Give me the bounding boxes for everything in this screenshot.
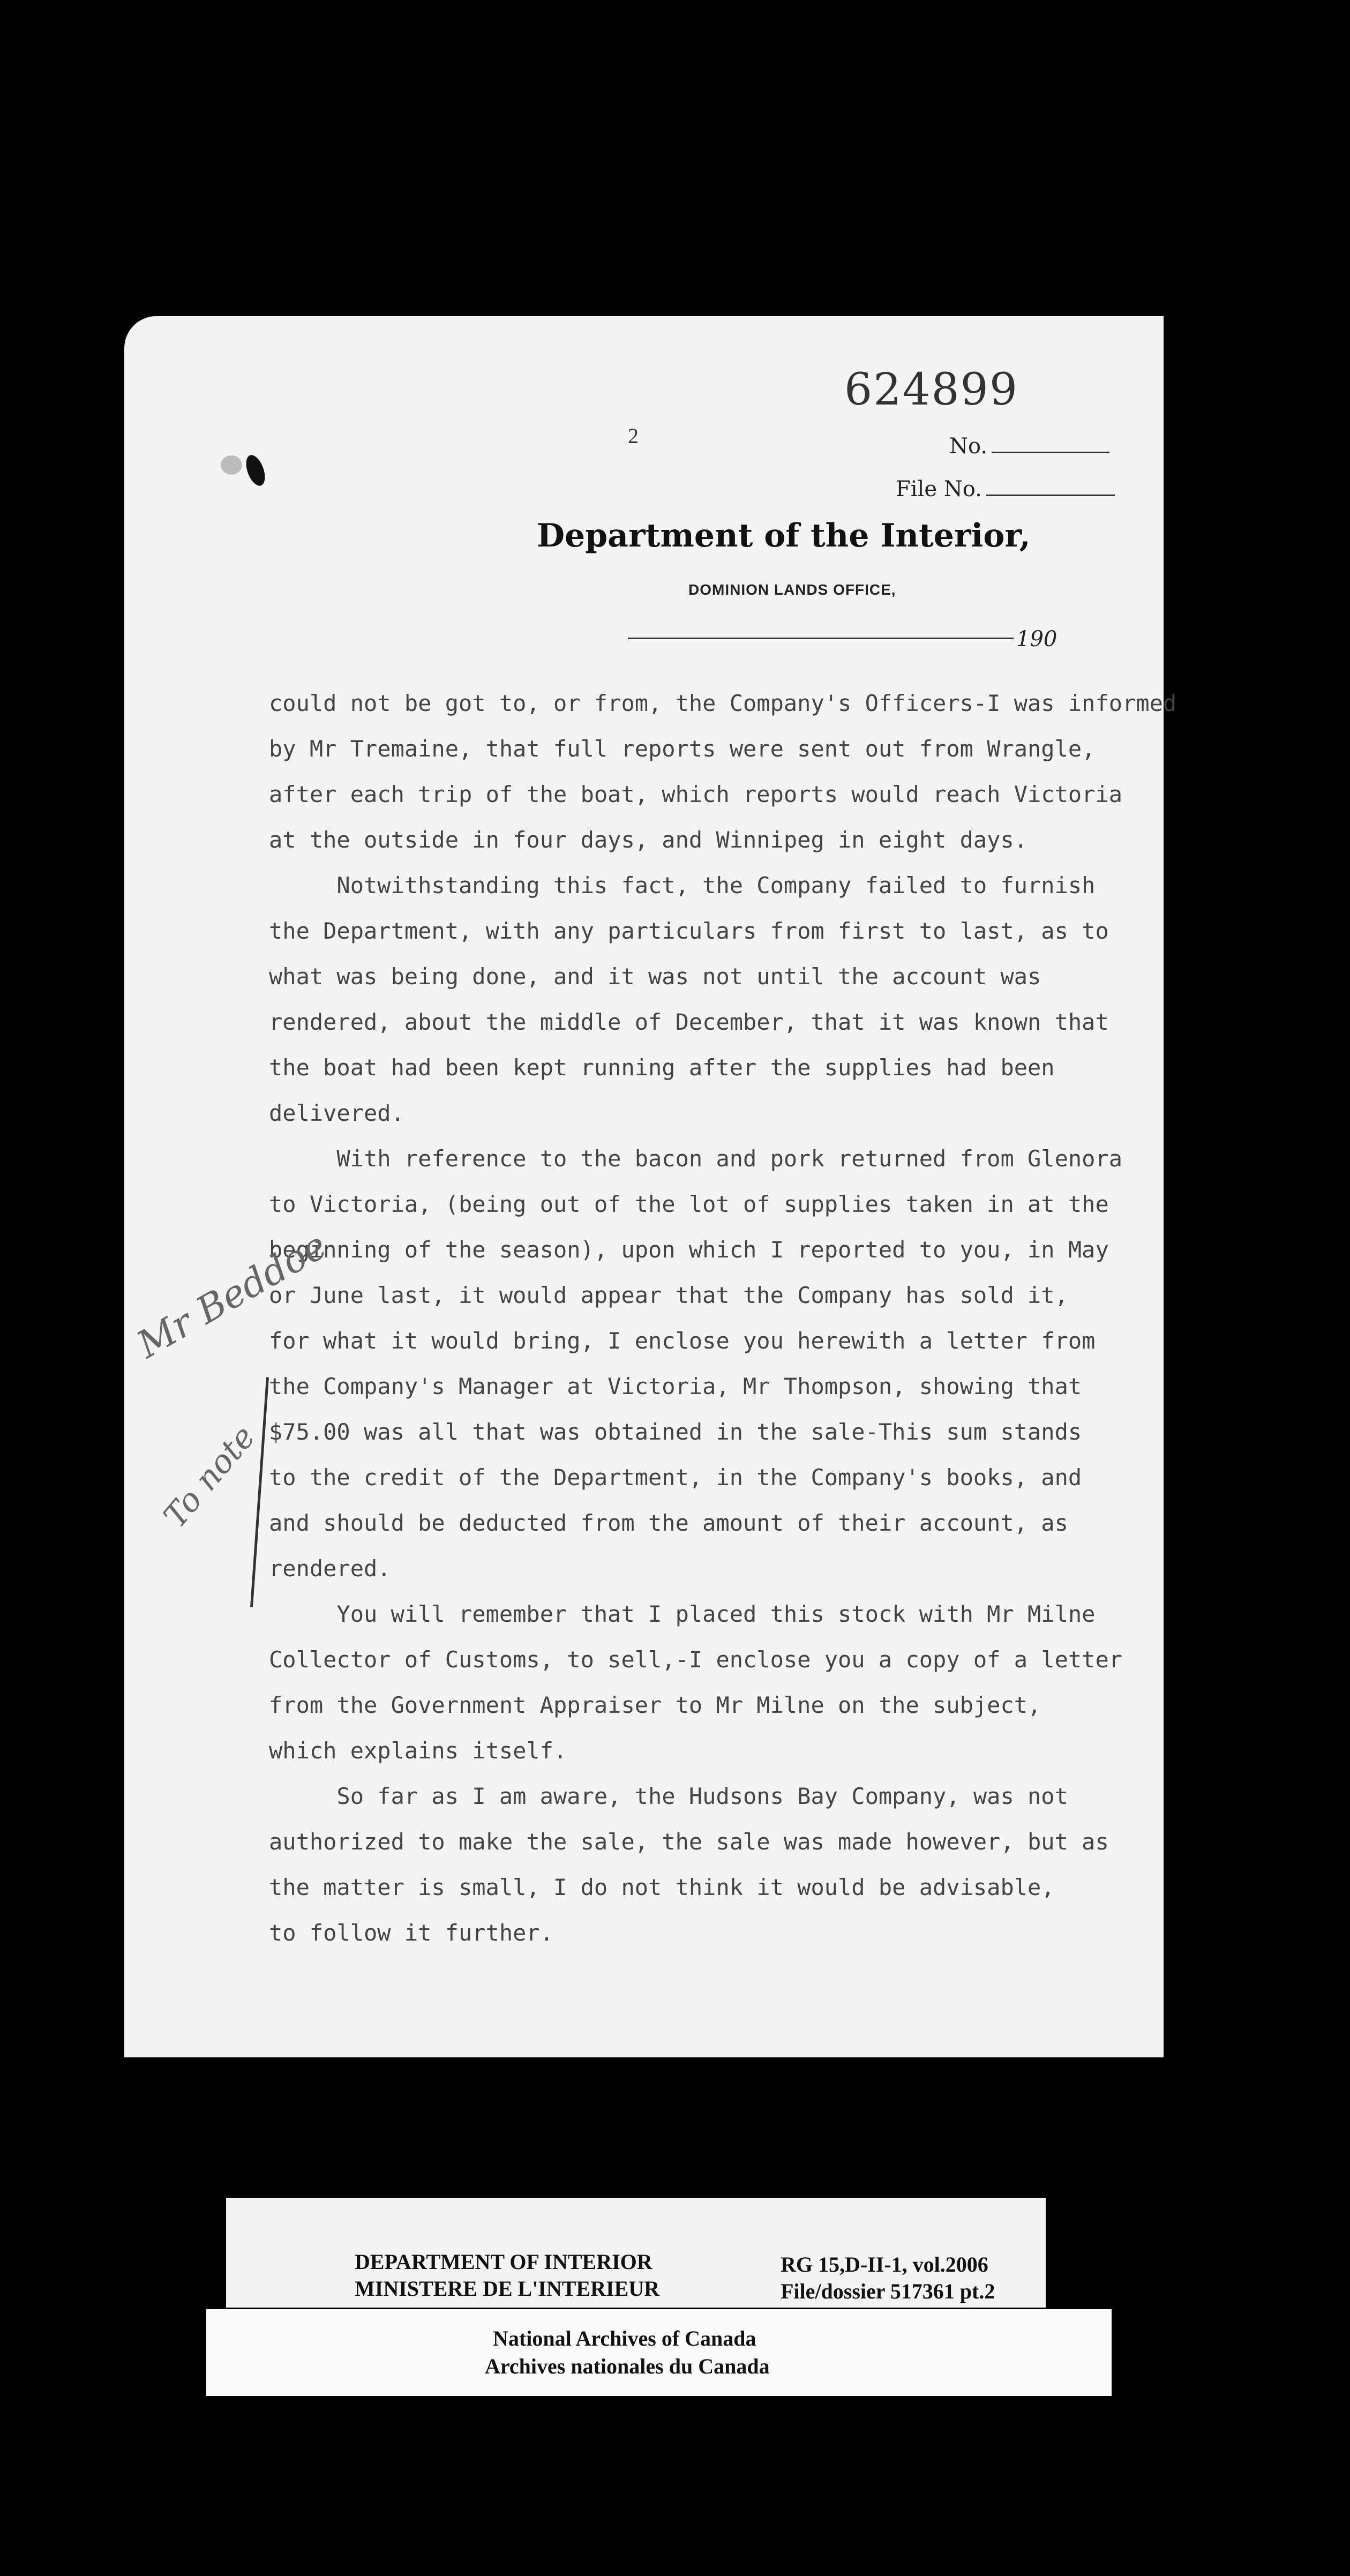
margin-note-handwritten-2: To note (156, 1418, 263, 1535)
body-line: after each trip of the boat, which reports would reach Victoria (269, 781, 1123, 807)
body-line: for what it would bring, I enclose you herewith a letter from (269, 1328, 1096, 1354)
body-line: the Company's Manager at Victoria, Mr Thompson, showing that (269, 1373, 1082, 1399)
no-label: No. (949, 434, 988, 459)
body-line: With reference to the bacon and pork returned from Glenora (269, 1145, 1123, 1172)
body-line: the matter is small, I do not think it would be advisable, (269, 1874, 1055, 1900)
body-line: by Mr Tremaine, that full reports were sent out from Wrangle, (269, 736, 1096, 762)
archive-reference-label (226, 2198, 1046, 2308)
body-line: to Victoria, (being out of the lot of supplies taken in at the (269, 1191, 1109, 1217)
body-line: from the Government Appraiser to Mr Milne on the subject, (269, 1692, 1041, 1718)
dept-fr: MINISTERE DE L'INTERIEUR (355, 2277, 660, 2301)
body-line: rendered. (269, 1555, 391, 1582)
ink-smudge (221, 455, 242, 475)
letterhead-title: Department of the Interior, (537, 517, 1031, 555)
record-group-reference: RG 15,D-II-1, vol.2006 (781, 2252, 988, 2277)
body-line: what was being done, and it was not until the account was (269, 963, 1041, 990)
body-line: $75.00 was all that was obtained in the sale-This sum stands (269, 1419, 1082, 1445)
body-line: or June last, it would appear that the Company has sold it, (269, 1282, 1068, 1308)
stamp-number: 624899 (844, 364, 1019, 415)
year-suffix: 190 (1016, 627, 1058, 652)
body-line: So far as I am aware, the Hudsons Bay Company, was not (269, 1783, 1068, 1809)
body-line: and should be deducted from the amount of their account, as (269, 1510, 1068, 1536)
body-line: could not be got to, or from, the Company's Officers-I was informed (269, 690, 1177, 716)
file-no-field (896, 477, 1115, 501)
archives-name-label (206, 2309, 1112, 2396)
body-line: rendered, about the middle of December, that it was known that (269, 1009, 1109, 1035)
body-line: You will remember that I placed this stock with Mr Milne (269, 1601, 1096, 1627)
dept-en: DEPARTMENT OF INTERIOR (355, 2250, 652, 2274)
body-line: at the outside in four days, and Winnipeg in eight days. (269, 827, 1028, 853)
body-line: to follow it further. (269, 1920, 554, 1946)
margin-note-handwritten: Mr Beddoe (130, 1223, 334, 1367)
letter-body (269, 680, 1177, 1956)
archives-fr: Archives nationales du Canada (485, 2354, 770, 2378)
body-line: which explains itself. (269, 1738, 567, 1764)
body-line: Collector of Customs, to sell,-I enclose you a copy of a letter (269, 1646, 1123, 1673)
body-line: delivered. (269, 1100, 404, 1126)
margin-bracket-line (250, 1377, 269, 1607)
body-line: to the credit of the Department, in the Company's books, and (269, 1464, 1082, 1491)
body-line: the Department, with any particulars from first to last, as to (269, 918, 1109, 944)
date-line (628, 638, 1014, 639)
punch-hole-mark (243, 453, 269, 489)
office-name: DOMINION LANDS OFFICE, (688, 581, 896, 598)
archives-en: National Archives of Canada (493, 2326, 756, 2350)
body-line: Notwithstanding this fact, the Company failed to furnish (269, 872, 1096, 898)
file-no-label: File No. (896, 477, 982, 501)
page-number: 2 (628, 424, 639, 448)
body-line: the boat had been kept running after the supplies had been (269, 1054, 1055, 1081)
document-page (124, 316, 1177, 2057)
body-line: beginning of the season), upon which I reported to you, in May (269, 1237, 1109, 1263)
no-field (949, 434, 1109, 459)
file-reference: File/dossier 517361 pt.2 (781, 2279, 995, 2303)
body-line: authorized to make the sale, the sale was made however, but as (269, 1829, 1109, 1855)
